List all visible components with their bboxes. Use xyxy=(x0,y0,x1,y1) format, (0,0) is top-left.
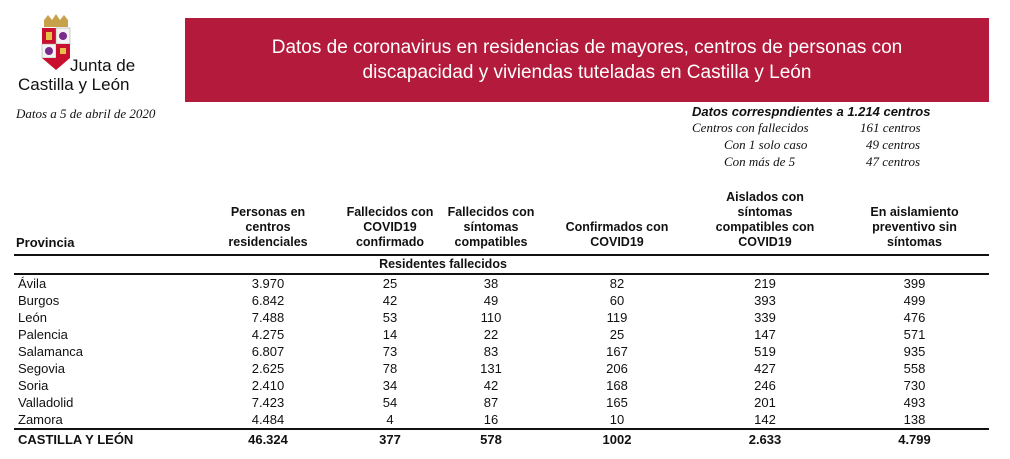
title-banner xyxy=(185,18,989,102)
cell-aislados: 393 xyxy=(754,293,776,308)
cell-provincia: Salamanca xyxy=(18,344,84,359)
cell-confirmados: 82 xyxy=(609,276,625,291)
cell-personas: 4.275 xyxy=(251,327,285,342)
summary-label: Centros con fallecidos xyxy=(692,120,809,135)
cell-fallecidos-sintomas: 38 xyxy=(483,276,499,291)
header-personas: Personas en centros residenciales xyxy=(194,190,342,255)
summary-label: Con más de 5 xyxy=(724,154,796,169)
cell-provincia: Palencia xyxy=(18,327,68,342)
cell-provincia: Ávila xyxy=(18,276,47,291)
cell-aislados: 519 xyxy=(754,344,776,359)
total-cell-confirmados: 1002 xyxy=(544,429,690,448)
header-provincia: Provincia xyxy=(14,190,194,255)
table-row xyxy=(14,292,989,309)
cell-aislados: 427 xyxy=(754,361,776,376)
header-confirmados: Confirmados con COVID19 xyxy=(544,190,690,255)
summary-label: Con 1 solo caso xyxy=(724,137,808,152)
table-row xyxy=(14,343,989,360)
cell-fallecidos-covid: 34 xyxy=(382,378,398,393)
cell-confirmados: 206 xyxy=(606,361,628,376)
cell-provincia: León xyxy=(18,310,47,325)
table-row xyxy=(14,360,989,377)
cell-fallecidos-covid: 73 xyxy=(382,344,398,359)
subheader-residentes-fallecidos: Residentes fallecidos xyxy=(342,255,544,274)
cell-fallecidos-covid: 25 xyxy=(382,276,398,291)
cell-preventivo: 493 xyxy=(903,395,926,410)
table-row xyxy=(14,309,989,326)
cell-aislados: 246 xyxy=(754,378,776,393)
cell-personas: 4.484 xyxy=(251,412,285,427)
cell-confirmados: 119 xyxy=(606,310,628,325)
cell-personas: 3.970 xyxy=(251,276,285,291)
total-cell-provincia: CASTILLA Y LEÓN xyxy=(14,429,194,448)
summary-value: 161 centros xyxy=(860,120,921,135)
cell-preventivo: 476 xyxy=(903,310,926,325)
cell-aislados: 219 xyxy=(754,276,776,291)
cell-fallecidos-covid: 78 xyxy=(382,361,398,376)
cell-preventivo: 730 xyxy=(903,378,926,393)
cell-confirmados: 167 xyxy=(606,344,628,359)
cell-personas: 6.842 xyxy=(251,293,285,308)
cell-provincia: Soria xyxy=(18,378,49,393)
total-row xyxy=(14,429,989,448)
cell-fallecidos-covid: 53 xyxy=(382,310,398,325)
cell-provincia: Segovia xyxy=(18,361,65,376)
cell-provincia: Valladolid xyxy=(18,395,74,410)
page-title: Datos de coronavirus en residencias de mayores, centros de personas con discapacidad y viviendas tuteladas en Castilla y León xyxy=(271,37,903,83)
total-cell-preventivo: 4.799 xyxy=(840,429,989,448)
summary-row xyxy=(680,153,970,170)
table-row xyxy=(14,326,989,343)
cell-fallecidos-covid: 4 xyxy=(386,412,394,427)
logo-line-2: Castilla y León xyxy=(18,75,130,94)
table-row xyxy=(14,377,989,394)
cell-preventivo: 558 xyxy=(903,361,926,376)
cell-fallecidos-sintomas: 131 xyxy=(480,361,502,376)
summary-row xyxy=(680,136,970,153)
cell-preventivo: 138 xyxy=(903,412,926,427)
cell-fallecidos-sintomas: 22 xyxy=(483,327,499,342)
cell-fallecidos-covid: 14 xyxy=(382,327,398,342)
table-row xyxy=(14,274,989,292)
cell-personas: 2.625 xyxy=(251,361,285,376)
total-cell-aislados: 2.633 xyxy=(690,429,840,448)
junta-logo xyxy=(14,14,174,106)
cell-aislados: 142 xyxy=(754,412,776,427)
cell-personas: 2.410 xyxy=(251,378,285,393)
cell-provincia: Burgos xyxy=(18,293,60,308)
cell-preventivo: 571 xyxy=(903,327,926,342)
cell-fallecidos-sintomas: 83 xyxy=(483,344,499,359)
cell-personas: 6.807 xyxy=(251,344,285,359)
report-date: Datos a 5 de abril de 2020 xyxy=(16,106,156,121)
cell-confirmados: 168 xyxy=(606,378,628,393)
header-fallecidos-covid: Fallecidos con COVID19 confirmado xyxy=(342,190,438,255)
residences-table xyxy=(14,190,989,448)
header-fallecidos-sintomas: Fallecidos con síntomas compatibles xyxy=(438,190,544,255)
table-row xyxy=(14,411,989,429)
cell-fallecidos-covid: 42 xyxy=(382,293,398,308)
header-aislados: Aislados con síntomas compatibles con COVID19 xyxy=(690,190,840,255)
cell-preventivo: 935 xyxy=(903,344,926,359)
cell-fallecidos-sintomas: 49 xyxy=(483,293,499,308)
cell-aislados: 147 xyxy=(754,327,776,342)
cell-fallecidos-sintomas: 42 xyxy=(483,378,499,393)
total-cell-fallecidos-covid: 377 xyxy=(342,429,438,448)
cell-preventivo: 499 xyxy=(903,293,926,308)
table-row xyxy=(14,394,989,411)
centers-summary xyxy=(680,104,970,170)
summary-title: Datos correspndientes a 1.214 centros xyxy=(692,104,931,119)
cell-fallecidos-sintomas: 16 xyxy=(483,412,499,427)
logo-line-1: Junta de xyxy=(70,56,136,75)
total-cell-personas: 46.324 xyxy=(194,429,342,448)
summary-value: 49 centros xyxy=(866,137,921,152)
cell-confirmados: 10 xyxy=(609,412,625,427)
cell-personas: 7.423 xyxy=(251,395,285,410)
cell-preventivo: 399 xyxy=(903,276,926,291)
cell-confirmados: 25 xyxy=(609,327,625,342)
cell-confirmados: 60 xyxy=(609,293,625,308)
cell-provincia: Zamora xyxy=(18,412,63,427)
summary-value: 47 centros xyxy=(866,154,921,169)
cell-personas: 7.488 xyxy=(251,310,285,325)
cell-confirmados: 165 xyxy=(606,395,628,410)
total-cell-fallecidos-sintomas: 578 xyxy=(438,429,544,448)
cell-fallecidos-sintomas: 110 xyxy=(480,310,502,325)
summary-row xyxy=(680,119,970,136)
cell-fallecidos-covid: 54 xyxy=(382,395,398,410)
header-preventivo: En aislamiento preventivo sin síntomas xyxy=(840,190,989,255)
cell-aislados: 201 xyxy=(754,395,776,410)
cell-fallecidos-sintomas: 87 xyxy=(483,395,499,410)
cell-aislados: 339 xyxy=(754,310,776,325)
